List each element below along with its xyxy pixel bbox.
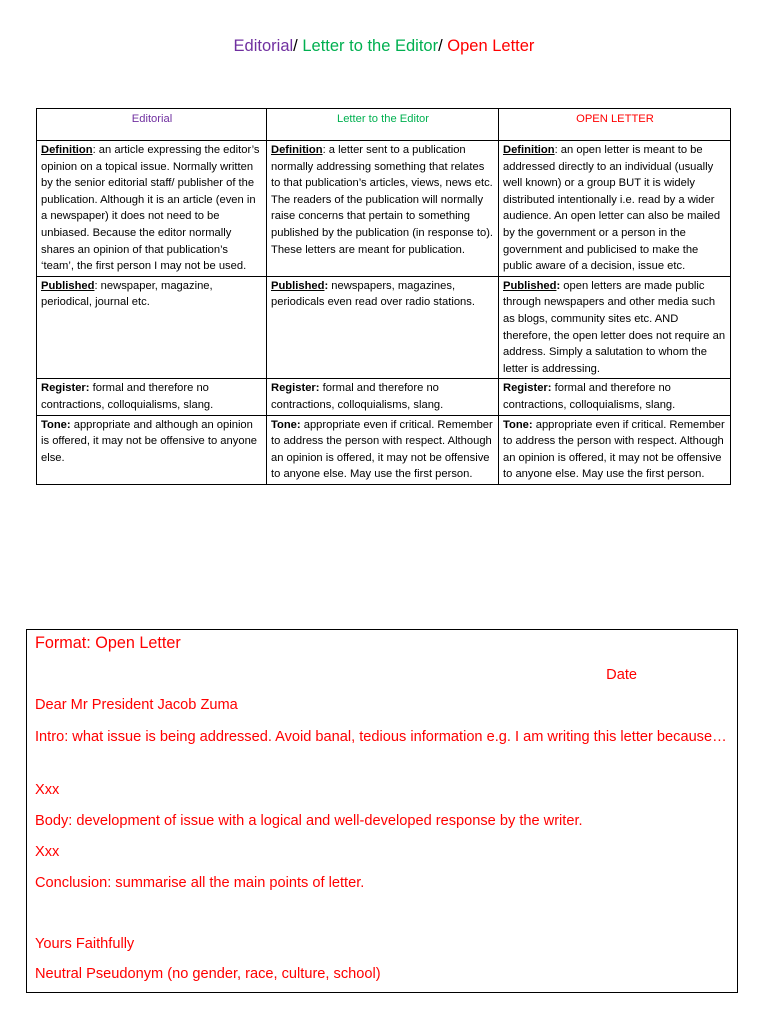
cell-text: appropriate and although an opinion is offered, it may not be offensive to anyone else.: [41, 418, 258, 464]
cell-published-editorial: [37, 276, 267, 379]
format-intro: Intro: what issue is being addressed. Avoid banal, tedious information e.g. I am writing this letter because…: [35, 729, 727, 745]
table-row-tone: [37, 415, 731, 484]
cell-definition-editorial: [37, 141, 267, 277]
format-placeholder-1: Xxx: [35, 782, 60, 798]
title-separator: /: [438, 37, 443, 55]
format-body: Body: development of issue with a logical and well-developed response by the writer.: [35, 813, 583, 829]
row-label: Published: [271, 279, 325, 292]
cell-definition-letter: [267, 141, 499, 277]
row-label: Definition: [41, 144, 93, 156]
cell-text: appropriate even if critical. Remember to address the person with respect. Although an opinion is offered, it may not be offensive to anyone else. May use the first person.: [503, 418, 725, 481]
format-salutation: Dear Mr President Jacob Zuma: [35, 697, 238, 713]
cell-text: : newspaper, magazine, periodical, journal etc.: [41, 279, 213, 309]
cell-text: formal and therefore no contractions, colloquialisms, slang.: [503, 382, 676, 411]
row-label: Published: [41, 279, 95, 292]
header-open-letter: OPEN LETTER: [499, 109, 731, 141]
row-label: Tone:: [503, 418, 533, 431]
row-label-colon: :: [556, 279, 561, 292]
header-letter-to-editor: Letter to the Editor: [267, 109, 499, 141]
format-date: Date: [606, 667, 637, 683]
cell-published-letter: [267, 276, 499, 379]
cell-published-open-letter: [499, 276, 731, 379]
cell-text: : an article expressing the editor’s opinion on a topical issue. Normally written by the senior editorial staff/ publisher of the publication. Although it is an article (even in a newspaper) it does not need to be unbiased. Because the editor normally shares an opinion of that publication’s ‘team’, the first person I may not be used.: [41, 144, 260, 273]
cell-tone-letter: [267, 415, 499, 484]
cell-text: : an open letter is meant to be addressed directly to an individual (usually well known) or a group BUT it is widely distributed intentionally i.e. read by a wider audience. An open letter can also be mailed by the government or a person in the government and publicised to make the public aware of a decision, issue etc.: [503, 144, 721, 273]
table-row-register: [37, 379, 731, 415]
row-label: Register:: [41, 382, 90, 395]
row-label-colon: :: [324, 279, 329, 292]
format-conclusion: Conclusion: summarise all the main points of letter.: [35, 875, 365, 891]
format-placeholder-2: Xxx: [35, 844, 60, 860]
title-open-letter: Open Letter: [442, 37, 535, 55]
table-header-row: [37, 109, 731, 141]
row-label: Definition: [503, 144, 555, 156]
table-row-definition: [37, 141, 731, 277]
row-label: Tone:: [41, 418, 71, 431]
comparison-table: [36, 108, 731, 485]
cell-text: : a letter sent to a publication normally addressing something that relates to that publication’s articles, views, news etc. The readers of the publication will normally raise concerns that pertain to something published by the publication (in response to). These letters are meant for publication.: [271, 144, 494, 256]
cell-text: formal and therefore no contractions, colloquialisms, slang.: [41, 382, 214, 411]
title-separator: /: [293, 37, 298, 55]
row-label: Register:: [271, 382, 320, 395]
row-label: Definition: [271, 144, 323, 156]
title-editorial: Editorial: [233, 37, 294, 55]
format-signature: Neutral Pseudonym (no gender, race, culture, school): [35, 966, 381, 982]
table-row-published: [37, 276, 731, 379]
header-editorial: Editorial: [37, 109, 267, 141]
cell-tone-editorial: [37, 415, 267, 484]
cell-text: newspapers, magazines, periodicals even read over radio stations.: [271, 279, 475, 309]
cell-register-open-letter: [499, 379, 731, 415]
open-letter-format-box: [26, 629, 738, 993]
cell-text: formal and therefore no contractions, colloquialisms, slang.: [271, 382, 444, 411]
cell-register-letter: [267, 379, 499, 415]
cell-text: appropriate even if critical. Remember to address the person with respect. Although an opinion is offered, it may not be offensive to anyone else. May use the first person.: [271, 418, 493, 481]
row-label: Published: [503, 279, 557, 292]
title-letter-to-editor: Letter to the Editor: [297, 37, 439, 55]
cell-register-editorial: [37, 379, 267, 415]
cell-definition-open-letter: [499, 141, 731, 277]
row-label: Register:: [503, 382, 552, 395]
page-title: [0, 35, 768, 57]
format-title: Format: Open Letter: [35, 634, 181, 652]
format-closing: Yours Faithfully: [35, 936, 135, 952]
cell-text: open letters are made public through newspapers and other media such as blogs, community sites etc. AND therefore, the open letter does not require an address. Simply a salutation to whom the letter is addressing.: [503, 279, 726, 375]
row-label: Tone:: [271, 418, 301, 431]
cell-tone-open-letter: [499, 415, 731, 484]
